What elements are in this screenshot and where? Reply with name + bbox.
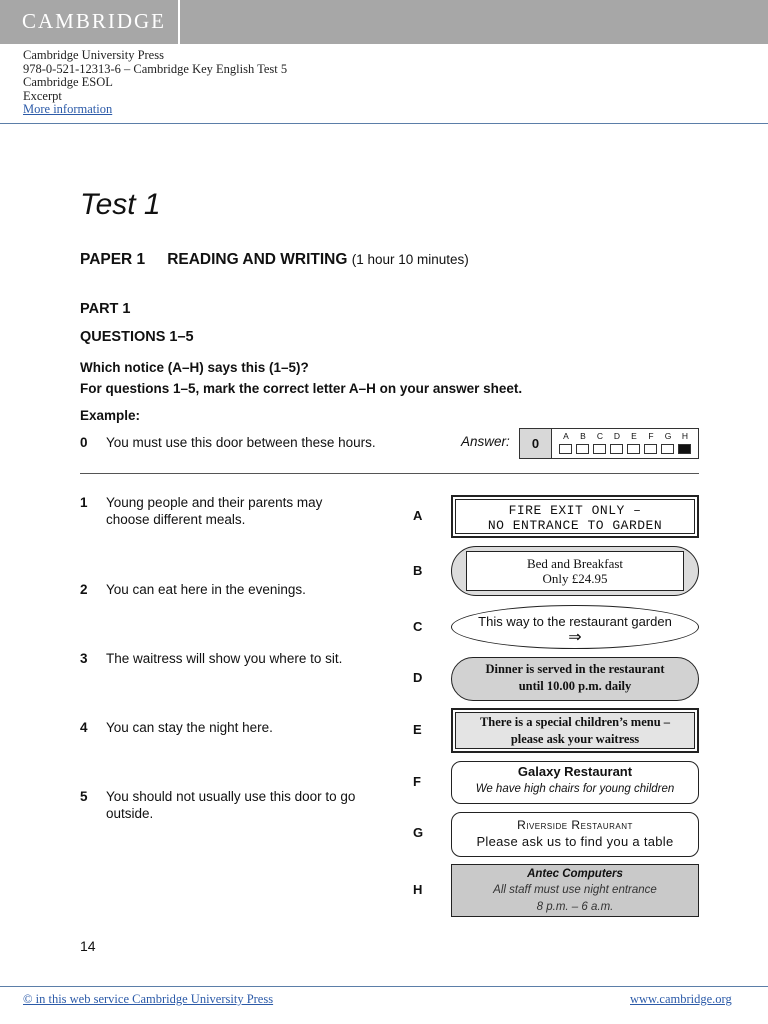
answer-question-number: 0 — [520, 429, 552, 458]
notice-line: Only £24.95 — [542, 571, 608, 586]
instruction-line: Which notice (A–H) says this (1–5)? — [80, 360, 309, 375]
excerpt-label: Excerpt — [23, 88, 62, 103]
question-text: The waitress will show you where to sit. — [106, 651, 343, 666]
publisher: Cambridge University Press — [23, 48, 164, 62]
notice-line: Antec Computers — [527, 868, 623, 880]
paper-heading — [80, 251, 469, 269]
instruction-line: For questions 1–5, mark the correct letter A–H on your answer sheet. — [80, 381, 523, 396]
question-number: 2 — [80, 582, 88, 597]
answer-bubble-e[interactable] — [627, 444, 640, 454]
notice-line: Dinner is served in the restaurant — [485, 662, 665, 676]
question-text: You can stay the night here. — [106, 720, 273, 735]
example-label: Example: — [80, 408, 141, 423]
paper-number: PAPER 1 — [80, 251, 146, 268]
instructions — [80, 357, 522, 399]
notice-e — [451, 708, 699, 753]
answer-letter-c: C — [596, 431, 604, 441]
book-metadata — [23, 49, 287, 117]
answer-bubble-f[interactable] — [644, 444, 657, 454]
notice-a — [451, 495, 699, 538]
notice-line: Riverside Restaurant — [517, 818, 633, 832]
header-rule — [0, 123, 768, 124]
notice-line: please ask your waitress — [510, 732, 640, 746]
question-text: Young people and their parents may choose different meals. — [106, 495, 323, 527]
part-heading: PART 1 — [80, 301, 131, 317]
answer-bubble-a[interactable] — [559, 444, 572, 454]
questions-range: QUESTIONS 1–5 — [80, 329, 194, 345]
footer-rule — [0, 986, 768, 987]
isbn-title: 978-0-521-12313-6 – Cambridge Key English Test 5 — [23, 61, 288, 76]
notice-letter-e: E — [413, 722, 422, 737]
notice-letter-a: A — [413, 508, 423, 523]
question-text: You should not usually use this door to go outside. — [106, 789, 356, 821]
question-number: 1 — [80, 495, 88, 510]
notice-line: Galaxy Restaurant — [517, 764, 633, 779]
notice-letter-h: H — [413, 882, 423, 897]
answer-letter-h: H — [681, 431, 689, 441]
notice-line: Please ask us to find you a table — [476, 834, 674, 849]
notice-line: NO ENTRANCE TO GARDEN — [487, 518, 663, 533]
cambridge-logo: CAMBRIDGE — [22, 9, 167, 33]
notice-g — [451, 812, 699, 857]
notice-letter-f: F — [413, 774, 421, 789]
question-number: 4 — [80, 720, 88, 735]
notice-line: We have high chairs for young children — [475, 783, 675, 795]
test-title: Test 1 — [80, 188, 161, 221]
notice-letter-g: G — [413, 825, 424, 840]
answer-letter-f: F — [648, 431, 654, 441]
notice-line: FIRE EXIT ONLY – — [508, 503, 642, 518]
notice-f — [451, 761, 699, 804]
notice-line: until 10.00 p.m. daily — [518, 679, 632, 693]
notice-c — [451, 605, 699, 649]
paper-name: READING AND WRITING — [167, 251, 348, 268]
notice-line: 8 p.m. – 6 a.m. — [536, 901, 614, 913]
example-divider — [80, 473, 699, 474]
answer-bubble-c[interactable] — [593, 444, 606, 454]
answer-letter-b: B — [580, 431, 586, 441]
notice-h — [451, 864, 699, 917]
notice-line: There is a special children’s menu – — [479, 715, 671, 729]
answer-grid — [519, 428, 699, 459]
website-link[interactable]: www.cambridge.org — [630, 992, 732, 1006]
question-text: You can eat here in the evenings. — [106, 582, 306, 597]
answer-letter-e: E — [631, 431, 637, 441]
paper-duration: (1 hour 10 minutes) — [351, 252, 469, 267]
answer-letter-d: D — [613, 431, 621, 441]
right-arrow-icon: ⇒ — [568, 629, 582, 646]
question-number: 3 — [80, 651, 88, 666]
example-text: You must use this door between these hours. — [106, 435, 376, 450]
notice-b — [451, 546, 699, 596]
notice-line: Bed and Breakfast — [526, 556, 624, 571]
copyright-link[interactable]: © in this web service Cambridge University Press — [23, 992, 274, 1006]
answer-bubble-h-marked[interactable] — [678, 444, 691, 454]
answer-label: Answer: — [461, 434, 510, 449]
notice-letter-c: C — [413, 619, 423, 634]
notice-letter-d: D — [413, 670, 423, 685]
answer-bubble-d[interactable] — [610, 444, 623, 454]
series: Cambridge ESOL — [23, 75, 113, 90]
answer-bubble-b[interactable] — [576, 444, 589, 454]
header-bar — [0, 0, 768, 44]
notice-line: This way to the restaurant garden — [478, 614, 672, 629]
answer-letter-a: A — [563, 431, 569, 441]
more-information-link[interactable]: More information — [23, 102, 113, 117]
notice-line: All staff must use night entrance — [493, 884, 657, 896]
notice-letter-b: B — [413, 563, 423, 578]
notice-d — [451, 657, 699, 701]
answer-letter-g: G — [664, 431, 672, 441]
page-number: 14 — [80, 938, 96, 954]
question-number: 5 — [80, 789, 88, 804]
answer-bubble-g[interactable] — [661, 444, 674, 454]
example-number: 0 — [80, 435, 88, 450]
logo-divider — [178, 0, 180, 44]
